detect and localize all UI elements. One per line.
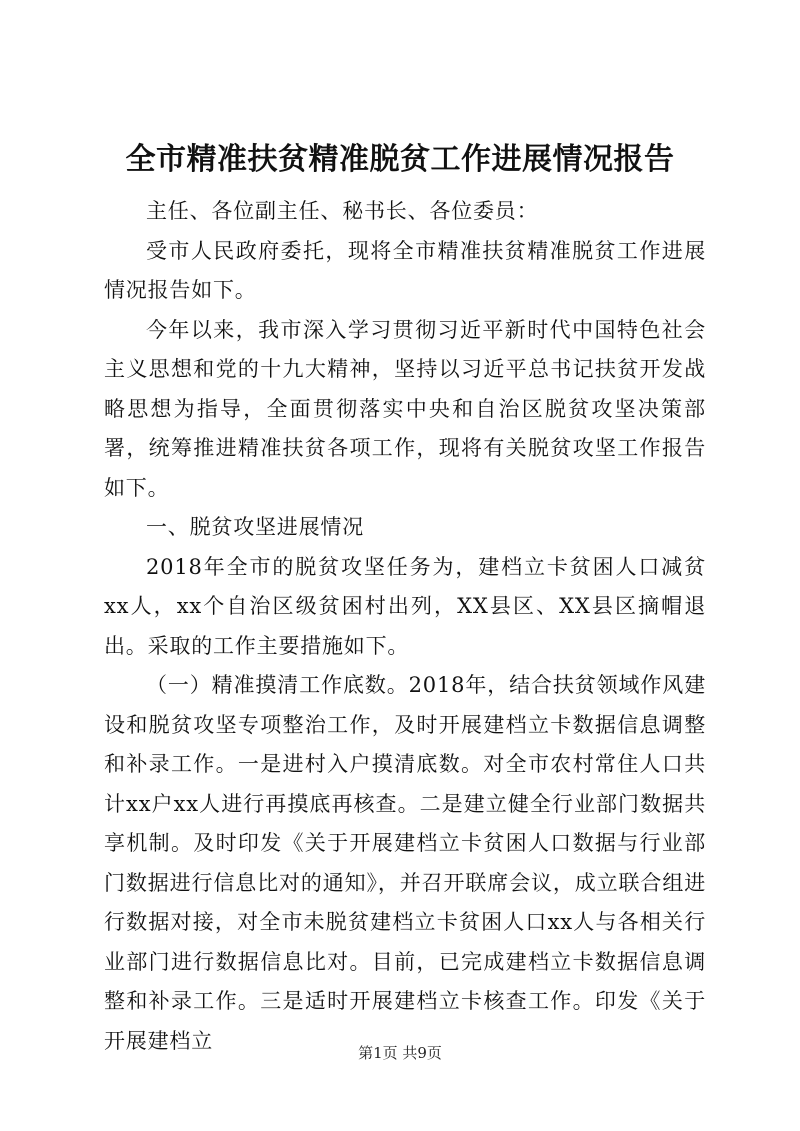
page-number: 第1页 共9页 [358, 1044, 442, 1062]
paragraph-measure-one: （一）精准摸清工作底数。2018年，结合扶贫领域作风建设和脱贫攻坚专项整治工作，及时开展建档立卡数据信息调整和补录工作。一是进村入户摸清底数。对全市农村常住人口共计xx户xx人进行再摸底再核查。二是建立健全行业部门数据共享机制。及时印发《关于开展建档立卡贫困人口数据与行业部门数据进行信息比对的通知》，并召开联席会议，成立联合组进行数据对接，对全市未脱贫建档立卡贫困人口xx人与各相关行业部门进行数据信息比对。目前，已完成建档立卡数据信息调整和补录工作。三是适时开展建档立卡核查工作。印发《关于开展建档立 [104, 673, 706, 1053]
paragraph-tasks: 2018年全市的脱贫攻坚任务为，建档立卡贫困人口减贫xx人，xx个自治区级贫困村出列，XX县区、XX县区摘帽退出。采取的工作主要措施如下。 [104, 554, 706, 658]
salutation: 主任、各位副主任、秘书长、各位委员： [146, 199, 539, 223]
paragraph-overview: 今年以来，我市深入学习贯彻习近平新时代中国特色社会主义思想和党的十九大精神，坚持以习近平总书记扶贫开发战略思想为指导，全面贯彻落实中央和自治区脱贫攻坚决策部署，统筹推进精准扶贫各项工作，现将有关脱贫攻坚工作报告如下。 [104, 317, 706, 500]
paragraph-intro: 受市人民政府委托，现将全市精准扶贫精准脱贫工作进展情况报告如下。 [104, 238, 706, 302]
document-body [104, 192, 706, 1061]
document-title: 全市精准扶贫精准脱贫工作进展情况报告 [125, 142, 675, 177]
section-heading: 一、脱贫攻坚进展情况 [146, 515, 364, 539]
